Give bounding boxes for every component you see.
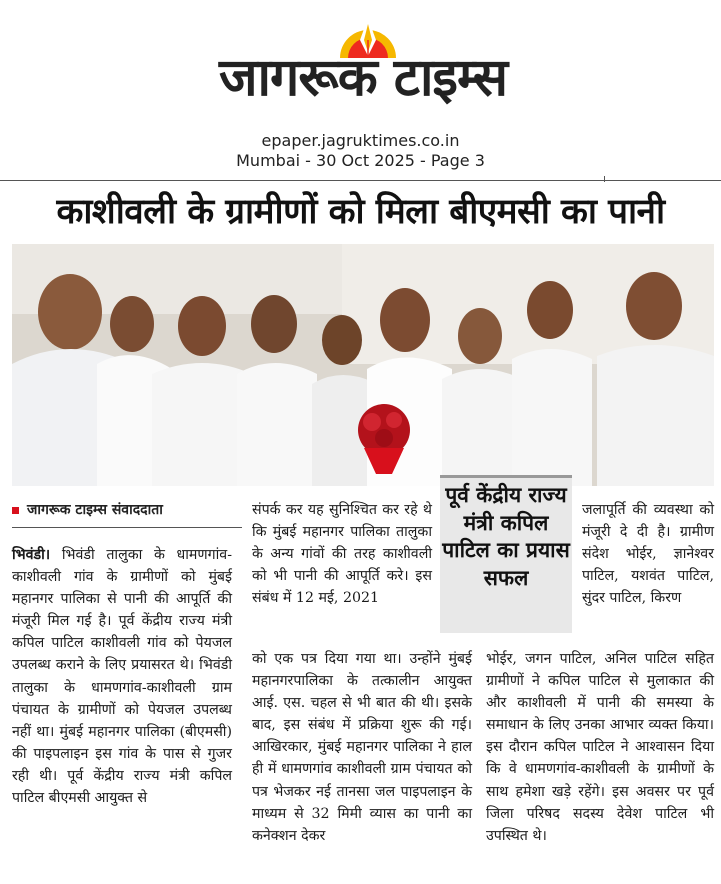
masthead [0,0,721,180]
article-column-3-top [582,499,714,629]
group-photo-illustration [12,244,714,486]
pull-quote: पूर्व केंद्रीय राज्य मंत्री कपिल पाटिल का प्रयास सफल [440,475,572,633]
header-tick [604,176,605,182]
site-url[interactable]: epaper.jagruktimes.co.in [261,131,460,150]
byline-text: जागरूक टाइम्स संवाददाता [27,502,163,518]
article-column-2-top [252,499,432,629]
column-3-top-text: जलापूर्ति की व्यवस्था को मंजूरी दे दी है। ग्रामीण संदेश भोईर, ज्ञानेश्वर पाटिल, यशवंत पाटिल, सुंदर पाटिल, किरण [582,502,714,607]
article-column-2-bottom [252,648,472,884]
byline [12,500,242,522]
article-column-1 [12,544,232,884]
article-headline: काशीवली के ग्रामीणों को मिला बीएमसी का पानी [56,192,665,232]
newspaper-logo[interactable] [168,8,558,108]
column-3-bottom-text: भोईर, जगन पाटिल, अनिल पाटिल सहित ग्रामीणों ने कपिल पाटिल से मुलाकात की और काशीवली में पानी की समस्या के समाधान के लिए उनका आभार व्यक्त किया। इस दौरान कपिल पाटिल ने आश्वासन दिया कि वे धामणगांव-काशीवली के ग्रामीणों के साथ हमेशा खड़े रहेंगे। इस अवसर पर पूर्व जिला परिषद सदस्य देवेश पाटिल भी उपस्थित थे। [486,651,714,844]
column-2-bottom-text: को एक पत्र दिया गया था। उन्होंने मुंबई महानगरपालिका के तत्कालीन आयुक्त आई. एस. चहल से भी बात की थी। इसके बाद, इस संबंध में प्रक्रिया शुरू की गई। आखिरकार, मुंबई महानगर पालिका ने हाल ही में धामणगांव काशीवली ग्राम पंचायत को पत्र भेजकर नई तानसा जल पाइपलाइन के माध्यम से 32 मिमी व्यास का पानी का कनेक्शन देकर [252,651,472,844]
dateline: भिवंडी। [12,547,51,563]
header-divider [0,180,721,181]
column-2-top-text: संपर्क कर यह सुनिश्चित कर रहे थे कि मुंबई महानगर पालिका तालुका के अन्य गांवों की तरह काशीवली को भी पानी की आपूर्ति करे। इस संबंध में 12 मई, 2021 [252,502,432,607]
logo-wordmark: जागरूक टाइम्स [218,48,508,108]
article-column-3-bottom [486,648,714,884]
edition-line: Mumbai - 30 Oct 2025 - Page 3 [236,151,485,170]
byline-square-icon [12,507,19,514]
column-1-text: भिवंडी तालुका के धामणगांव-काशीवली गांव के ग्रामीणों को मुंबई महानगर पालिका से पानी की आपूर्ति की मंजूरी मिल गई है। पूर्व केंद्रीय राज्य मंत्री कपिल पाटिल काशीवली गांव को पेयजल उपलब्ध कराने के लिए प्रयासरत थे। भिवंडी तालुका के धामणगांव-काशीवली ग्राम पंचायत के ग्रामीणों को पेयजल उपलब्ध नहीं था। मुंबई महानगर पालिका (बीएमसी) की पाइपलाइन इस गांव के पास से गुजर रही थी। पूर्व केंद्रीय राज्य मंत्री कपिल पाटिल बीएमसी आयुक्त से [12,547,232,807]
article-photo [12,244,714,486]
byline-divider [12,527,242,528]
